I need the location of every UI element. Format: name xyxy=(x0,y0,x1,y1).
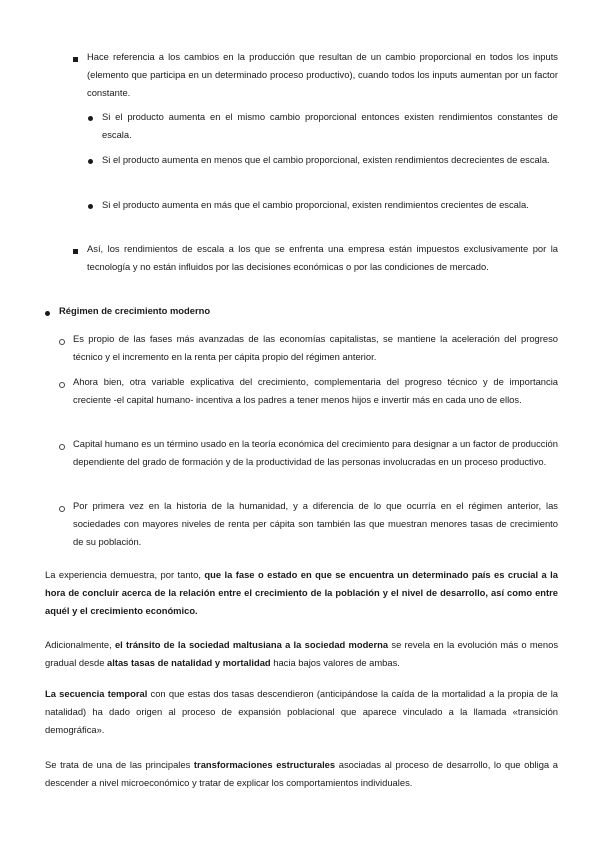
paragraph-text: La experiencia demuestra, por tanto, xyxy=(45,569,205,580)
paragraph-bold-text: el tránsito de la sociedad maltusiana a la sociedad moderna xyxy=(114,639,389,650)
list-item-modern: Ahora bien, otra variable explicativa del crecimiento, complementaria del progreso técnico y de importancia creciente -el capital humano- incentiva a los padres a tener menos hijos e invertir más en cada uno de ellos. xyxy=(73,376,558,406)
paragraph-text: Se trata de una de las principales xyxy=(45,759,194,770)
paragraph-text: se revela en la evolución más o menos gradual desde xyxy=(45,639,559,669)
list-item-modern: Por primera vez en la historia de la humanidad, y a diferencia de lo que ocurría en el régimen anterior, las sociedades con mayores niveles de renta per cápita son también las que muestran menores tasas de crecimiento de su población. xyxy=(73,500,558,548)
paragraph xyxy=(45,566,558,621)
circle-bullet-icon xyxy=(59,444,65,450)
section-heading: Régimen de crecimiento moderno xyxy=(59,305,211,316)
paragraph xyxy=(45,756,558,792)
paragraph-text: con que estas dos tasas descendieron (anticipándose la caída de la mortalidad a la propia de la natalidad) ha dado origen al proceso de expansión poblacional que aparece vinculado a la llamada «transición demográfica». xyxy=(45,688,558,736)
circle-bullet-icon xyxy=(59,506,65,512)
bullet-dot-icon xyxy=(45,311,50,316)
list-item-level4: Si el producto aumenta en más que el cambio proporcional, existen rendimientos crecientes de escala. xyxy=(102,199,529,210)
paragraph-bold-text: altas tasas de natalidad y mortalidad xyxy=(107,657,271,669)
list-item-level4: Si el producto aumenta en menos que el cambio proporcional, existen rendimientos decrecientes de escala. xyxy=(102,154,550,165)
list-item-level3: Hace referencia a los cambios en la producción que resultan de un cambio proporcional en todos los inputs (elemento que participa en un determinado proceso productivo), cuando todos los inputs aumentan por un factor constante. xyxy=(87,51,558,99)
paragraph-text: hacia bajos valores de ambas. xyxy=(270,657,400,669)
paragraph-bold-text: La secuencia temporal xyxy=(45,688,148,699)
list-item-level3: Así, los rendimientos de escala a los que se enfrenta una empresa están impuestos exclusivamente por la tecnología y no están influidos por las decisiones económicas o por las condiciones de mercado. xyxy=(87,243,558,273)
paragraph xyxy=(45,636,558,672)
bullet-dot-icon xyxy=(88,159,93,164)
bullet-dot-icon xyxy=(88,116,93,121)
list-item-level4: Si el producto aumenta en el mismo cambio proporcional entonces existen rendimientos constantes de escala. xyxy=(102,111,558,141)
paragraph-bold-text: que la fase o estado en que se encuentra un determinado país es crucial a la hora de concluir acerca de la relación entre el crecimiento de la población y el nivel de desarrollo, así como entre aquél y el crecimiento económico. xyxy=(45,569,559,617)
paragraph-text: asociadas al proceso de desarrollo, lo que obliga a descender a nivel microeconómico y tratar de explicar los comportamientos individuales. xyxy=(45,759,558,789)
paragraph xyxy=(45,685,558,740)
paragraph-bold-text: transformaciones estructurales xyxy=(193,759,336,770)
square-bullet-icon xyxy=(73,57,78,62)
paragraph-text: Adicionalmente, xyxy=(45,639,115,650)
bullet-dot-icon xyxy=(88,204,93,209)
list-item-modern: Capital humano es un término usado en la teoría económica del crecimiento para designar a un factor de producción dependiente del grado de formación y de la productividad de las personas involucradas en un proceso productivo. xyxy=(73,438,558,468)
list-item-modern: Es propio de las fases más avanzadas de las economías capitalistas, se mantiene la aceleración del progreso técnico y el incremento en la renta per cápita propio del régimen anterior. xyxy=(73,333,558,363)
circle-bullet-icon xyxy=(59,382,65,388)
circle-bullet-icon xyxy=(59,339,65,345)
square-bullet-icon xyxy=(73,249,78,254)
